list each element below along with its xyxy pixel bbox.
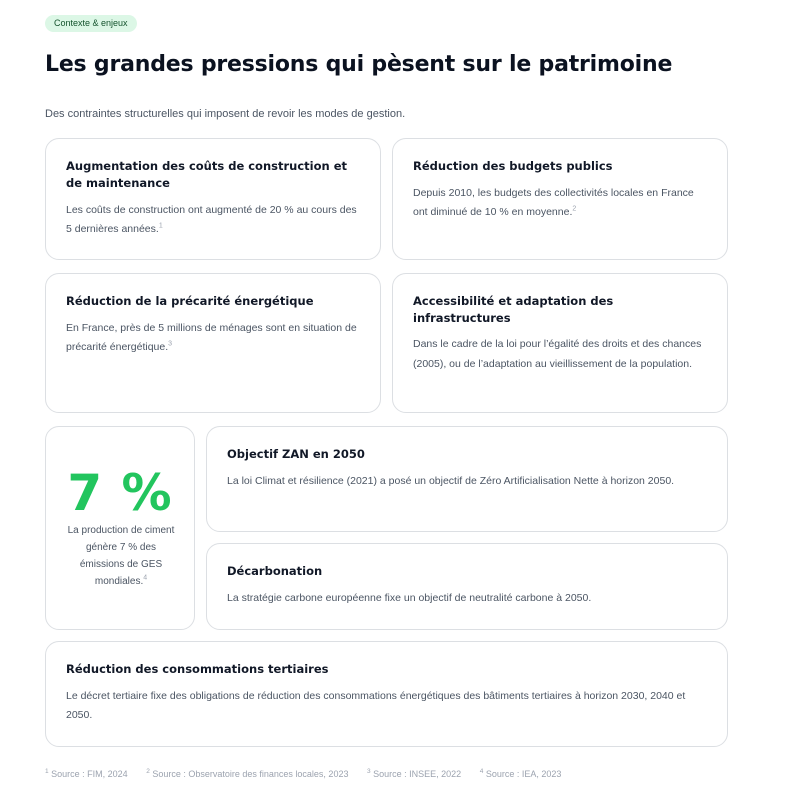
footnote-ref: 1 (158, 222, 163, 230)
card-accessibility (392, 273, 728, 413)
footnote-ref: 4 (143, 574, 148, 582)
section-badge: Contexte & enjeux (45, 15, 137, 32)
card-decarbonation (206, 543, 728, 630)
card-text: En France, près de 5 millions de ménages sont en situation de précarité énergétique.$^3$ (66, 322, 357, 353)
card-text: Les coûts de construction ont augmenté de 20 % au cours des 5 dernières années.$^1$ (66, 204, 357, 235)
card-construction-costs (45, 138, 381, 260)
card-title: Décarbonation (227, 564, 323, 578)
card-text: Dans le cadre de la loi pour l’égalité des droits et des chances (2005), ou de l’adaptation au vieillissement de la population. (413, 338, 702, 370)
card-zan-objective (206, 426, 728, 532)
card-title: Réduction de la précarité énergétique (66, 294, 314, 308)
card-title: Augmentation des coûts de construction et de maintenance (66, 159, 347, 190)
card-title: Objectif ZAN en 2050 (227, 447, 365, 461)
card-title: Accessibilité et adaptation des infrastructures (413, 294, 614, 325)
stat-text: La production de ciment génère 7 % des émissions de GES mondiales.$^4$ (67, 525, 175, 587)
card-title: Réduction des budgets publics (413, 159, 613, 173)
card-text: La loi Climat et résilience (2021) a posé un objectif de Zéro Artificialisation Nette à horizon 2050. (227, 475, 675, 487)
card-energy-poverty (45, 273, 381, 413)
card-tertiary-consumption (45, 641, 728, 747)
footnote-ref: 2 (572, 205, 577, 213)
footnote-1: $^1$ Source : FIM, 2024 (45, 768, 128, 779)
card-text: Le décret tertiaire fixe des obligations de réduction des consommations énergétiques des bâtiments tertiaires à horizon 2030, 2040 et 2050. (66, 690, 686, 721)
stat-value: 7 % (67, 464, 173, 522)
card-public-budgets (392, 138, 728, 260)
stat-card-cement (45, 426, 195, 630)
card-title: Réduction des consommations tertiaires (66, 662, 329, 676)
footnote-ref: 3 (168, 340, 173, 348)
footnote-2: $^2$ Source : Observatoire des finances locales, 2023 (146, 768, 349, 779)
page-subtitle: Des contraintes structurelles qui imposent de revoir les modes de gestion. (45, 108, 406, 120)
footnote-4: $^4$ Source : IEA, 2023 (479, 768, 562, 779)
card-text: La stratégie carbone européenne fixe un objectif de neutralité carbone à 2050. (227, 592, 592, 604)
footnote-3: $^3$ Source : INSEE, 2022 (366, 768, 462, 779)
card-text: Depuis 2010, les budgets des collectivités locales en France ont diminué de 10 % en moyenne.$^2$ (413, 187, 694, 218)
footnotes (45, 769, 577, 779)
page-title: Les grandes pressions qui pèsent sur le patrimoine (45, 52, 673, 77)
